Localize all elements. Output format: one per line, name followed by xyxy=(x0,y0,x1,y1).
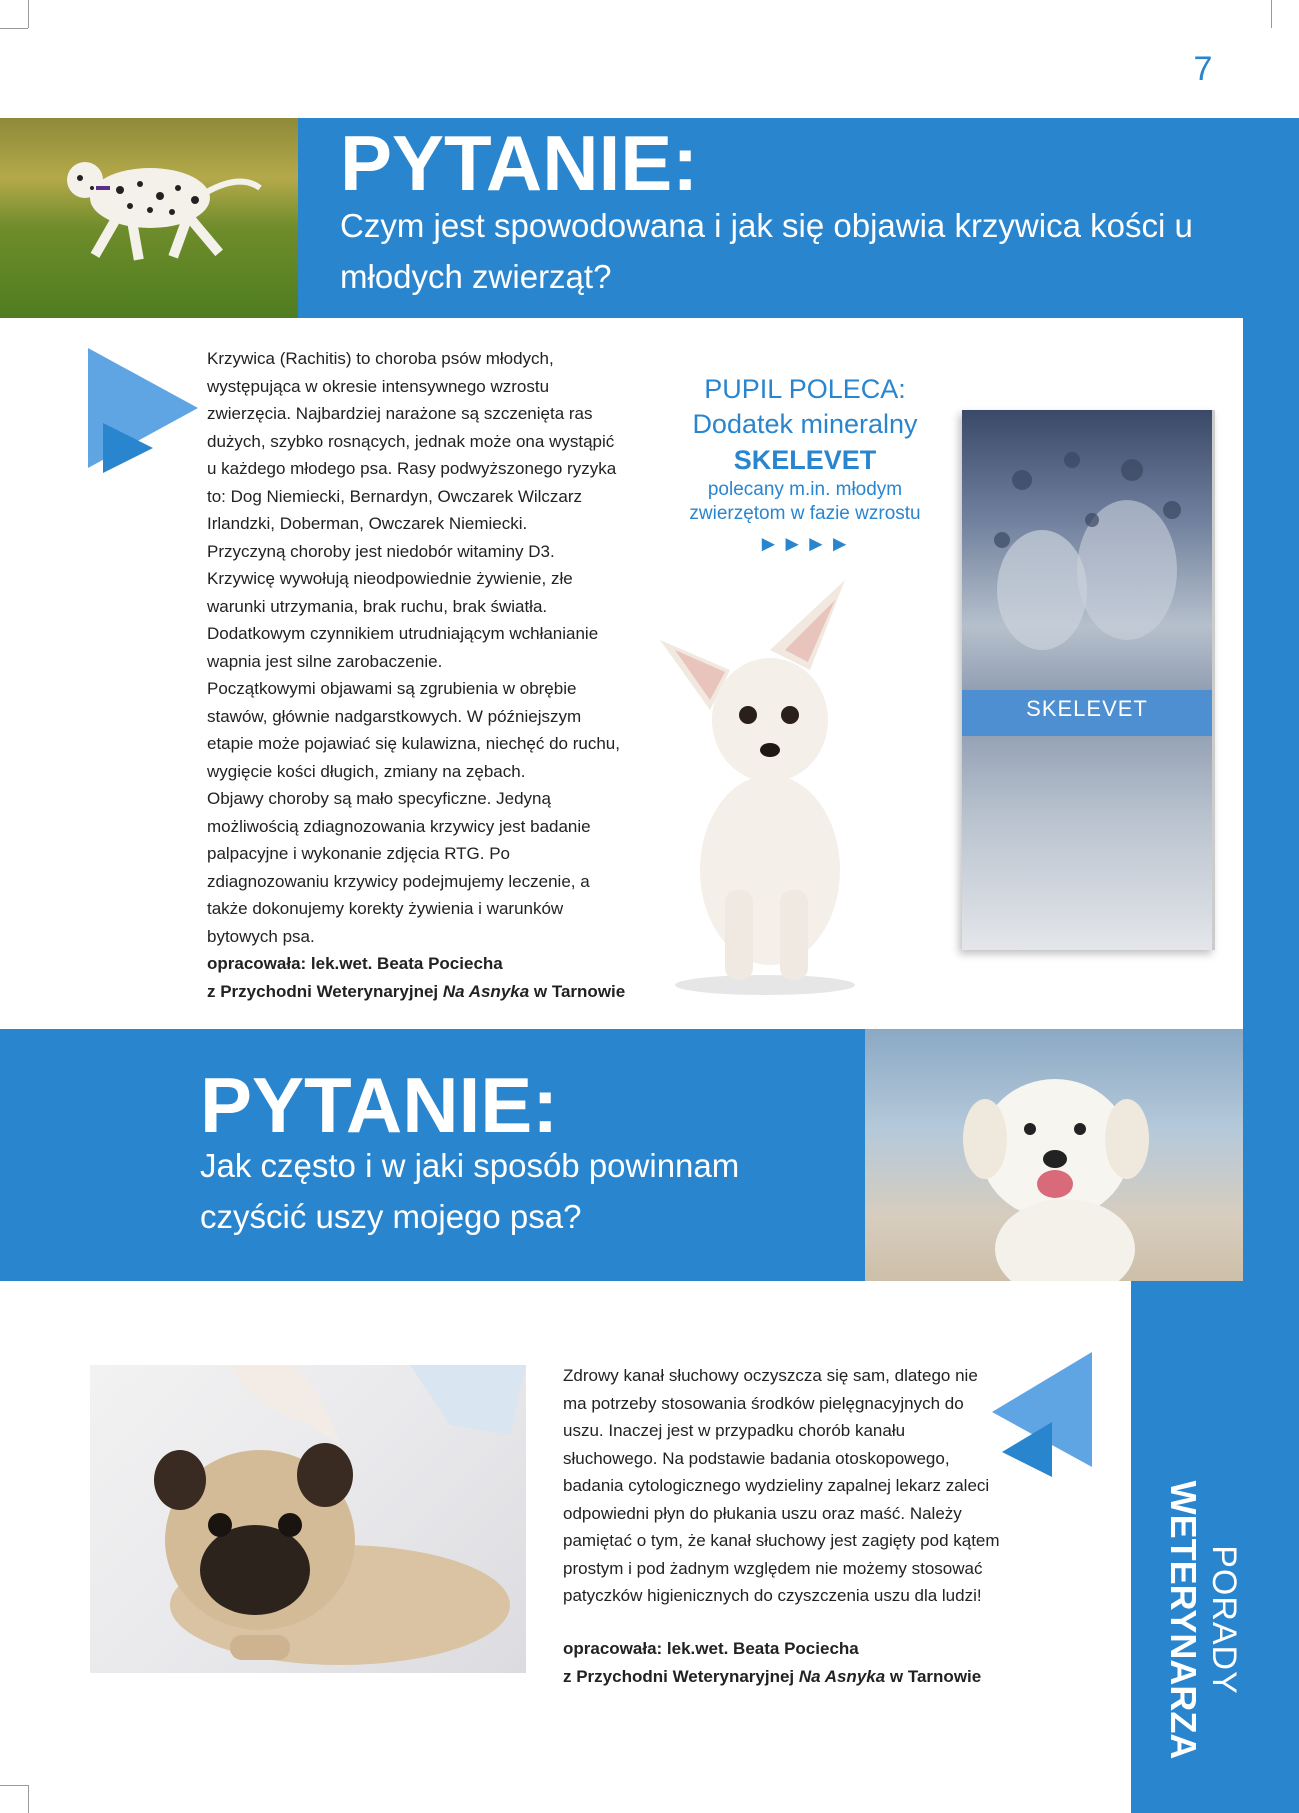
chihuahua-photo xyxy=(630,580,890,1000)
answer-paragraph: Zdrowy kanał słuchowy oczyszcza się sam, dlatego nie ma potrzeby stosowania środków pielęgnacyjnych do uszu. Inaczej jest w przypadku chorób kanału słuchowego. Na podstawie badania otoskopowego, badania cytologicznego wydzieliny zapalnej lekarz zaleci odpowiedni płyn do płukania uszu oraz maść. Należy pamiętać o tym, że kanał słuchowy jest zagięty pod kątem prostym i pod żadnym względem nie możemy stosować patyczków higienicznych do czyszczenia uszu dla ludzi! xyxy=(563,1366,1000,1605)
question-1-title: PYTANIE: xyxy=(340,119,699,207)
product-recommendation xyxy=(640,372,970,562)
credit-clinic-city: w Tarnowie xyxy=(885,1667,982,1686)
credit-clinic-prefix: z Przychodni Weterynaryjnej xyxy=(207,982,443,1001)
credit-author: opracowała: lek.wet. Beata Pociecha xyxy=(563,1639,859,1658)
answer-paragraph: Przyczyną choroby jest niedobór witaminy D3. Krzywicę wywołują nieodpowiednie żywienie, złe warunki utrzymania, brak ruchu, brak światła. Dodatkowym czynnikiem utrudniającym wchłanianie wapnia jest silne zarobaczenie. xyxy=(207,541,599,671)
crop-mark xyxy=(0,1785,28,1786)
promo-line: polecany m.in. młodym xyxy=(707,479,903,500)
crop-mark xyxy=(28,0,29,28)
crop-mark xyxy=(0,28,28,29)
promo-line: zwierzętom w fazie wzrostu xyxy=(689,503,921,524)
credit-clinic-prefix: z Przychodni Weterynaryjnej xyxy=(563,1667,799,1686)
credit-author: opracowała: lek.wet. Beata Pociecha xyxy=(207,954,503,973)
question-1-answer xyxy=(207,345,627,950)
dalmatian-photo xyxy=(0,118,298,318)
answer-paragraph: Początkowymi objawami są zgrubienia w obrębie stawów, głównie nadgarstkowych. W późniejszym etapie może pojawiać się kulawizna, niechęć do ruchu, wygięcie kości długich, zmiany na zębach. xyxy=(207,679,620,781)
promo-product-name: SKELEVET xyxy=(733,445,877,475)
credit-clinic-city: w Tarnowie xyxy=(529,982,626,1001)
retriever-puppy-photo xyxy=(865,1029,1243,1281)
sidebar-label xyxy=(1142,1440,1252,1800)
crop-mark xyxy=(28,1785,29,1813)
question-1-credit xyxy=(207,950,687,1006)
question-2-text: Jak często i w jaki sposób powinnam czyścić uszy mojego psa? xyxy=(200,1147,740,1235)
credit-clinic xyxy=(207,978,687,1006)
credit-clinic-name: Na Asnyka xyxy=(798,1667,886,1686)
question-2-credit xyxy=(563,1635,1043,1691)
promo-heading: PUPIL POLECA: xyxy=(704,374,906,404)
sidebar-label-line2: WETERYNARZA xyxy=(1163,1480,1204,1760)
pug-photo xyxy=(90,1365,526,1673)
sidebar-top-gap xyxy=(1243,0,1299,118)
question-2-title: PYTANIE: xyxy=(200,1061,559,1149)
decorative-triangles xyxy=(88,348,208,498)
arrows-icon: ►►►► xyxy=(757,531,853,556)
answer-paragraph: Krzywica (Rachitis) to choroba psów młodych, występująca w okresie intensywnego wzrostu zwierzęcia. Najbardziej narażone są szczenięta ras dużych, szybko rosnących, jednak może ona wystąpić u każdego młodego psa. Rasy podwyższonego ryzyka to: Dog Niemiecki, Bernardyn, Owczarek Wilczarz Irlandzki, Doberman, Owczarek Niemiecki. xyxy=(207,349,617,533)
decorative-triangles xyxy=(992,1352,1092,1482)
sidebar-label-line1: PORADY xyxy=(1205,1545,1243,1695)
answer-paragraph: Objawy choroby są mało specyficzne. Jedyną możliwością zdiagnozowania krzywicy jest badanie palpacyjne i wykonanie zdjęcia RTG. Po zdiagnozowaniu krzywicy podejmujemy leczenie, a także dokonujemy korekty żywienia i warunków bytowych psa. xyxy=(207,789,591,946)
credit-clinic-name: Na Asnyka xyxy=(442,982,530,1001)
product-label: SKELEVET xyxy=(1026,696,1148,721)
question-1-text: Czym jest spowodowana i jak się objawia krzywica kości u młodych zwierząt? xyxy=(340,207,1193,295)
credit-clinic xyxy=(563,1663,1043,1691)
question-2-answer xyxy=(563,1362,1003,1610)
page-number: 7 xyxy=(1193,50,1213,88)
promo-subheading: Dodatek mineralny xyxy=(692,409,918,439)
product-package xyxy=(962,410,1215,950)
